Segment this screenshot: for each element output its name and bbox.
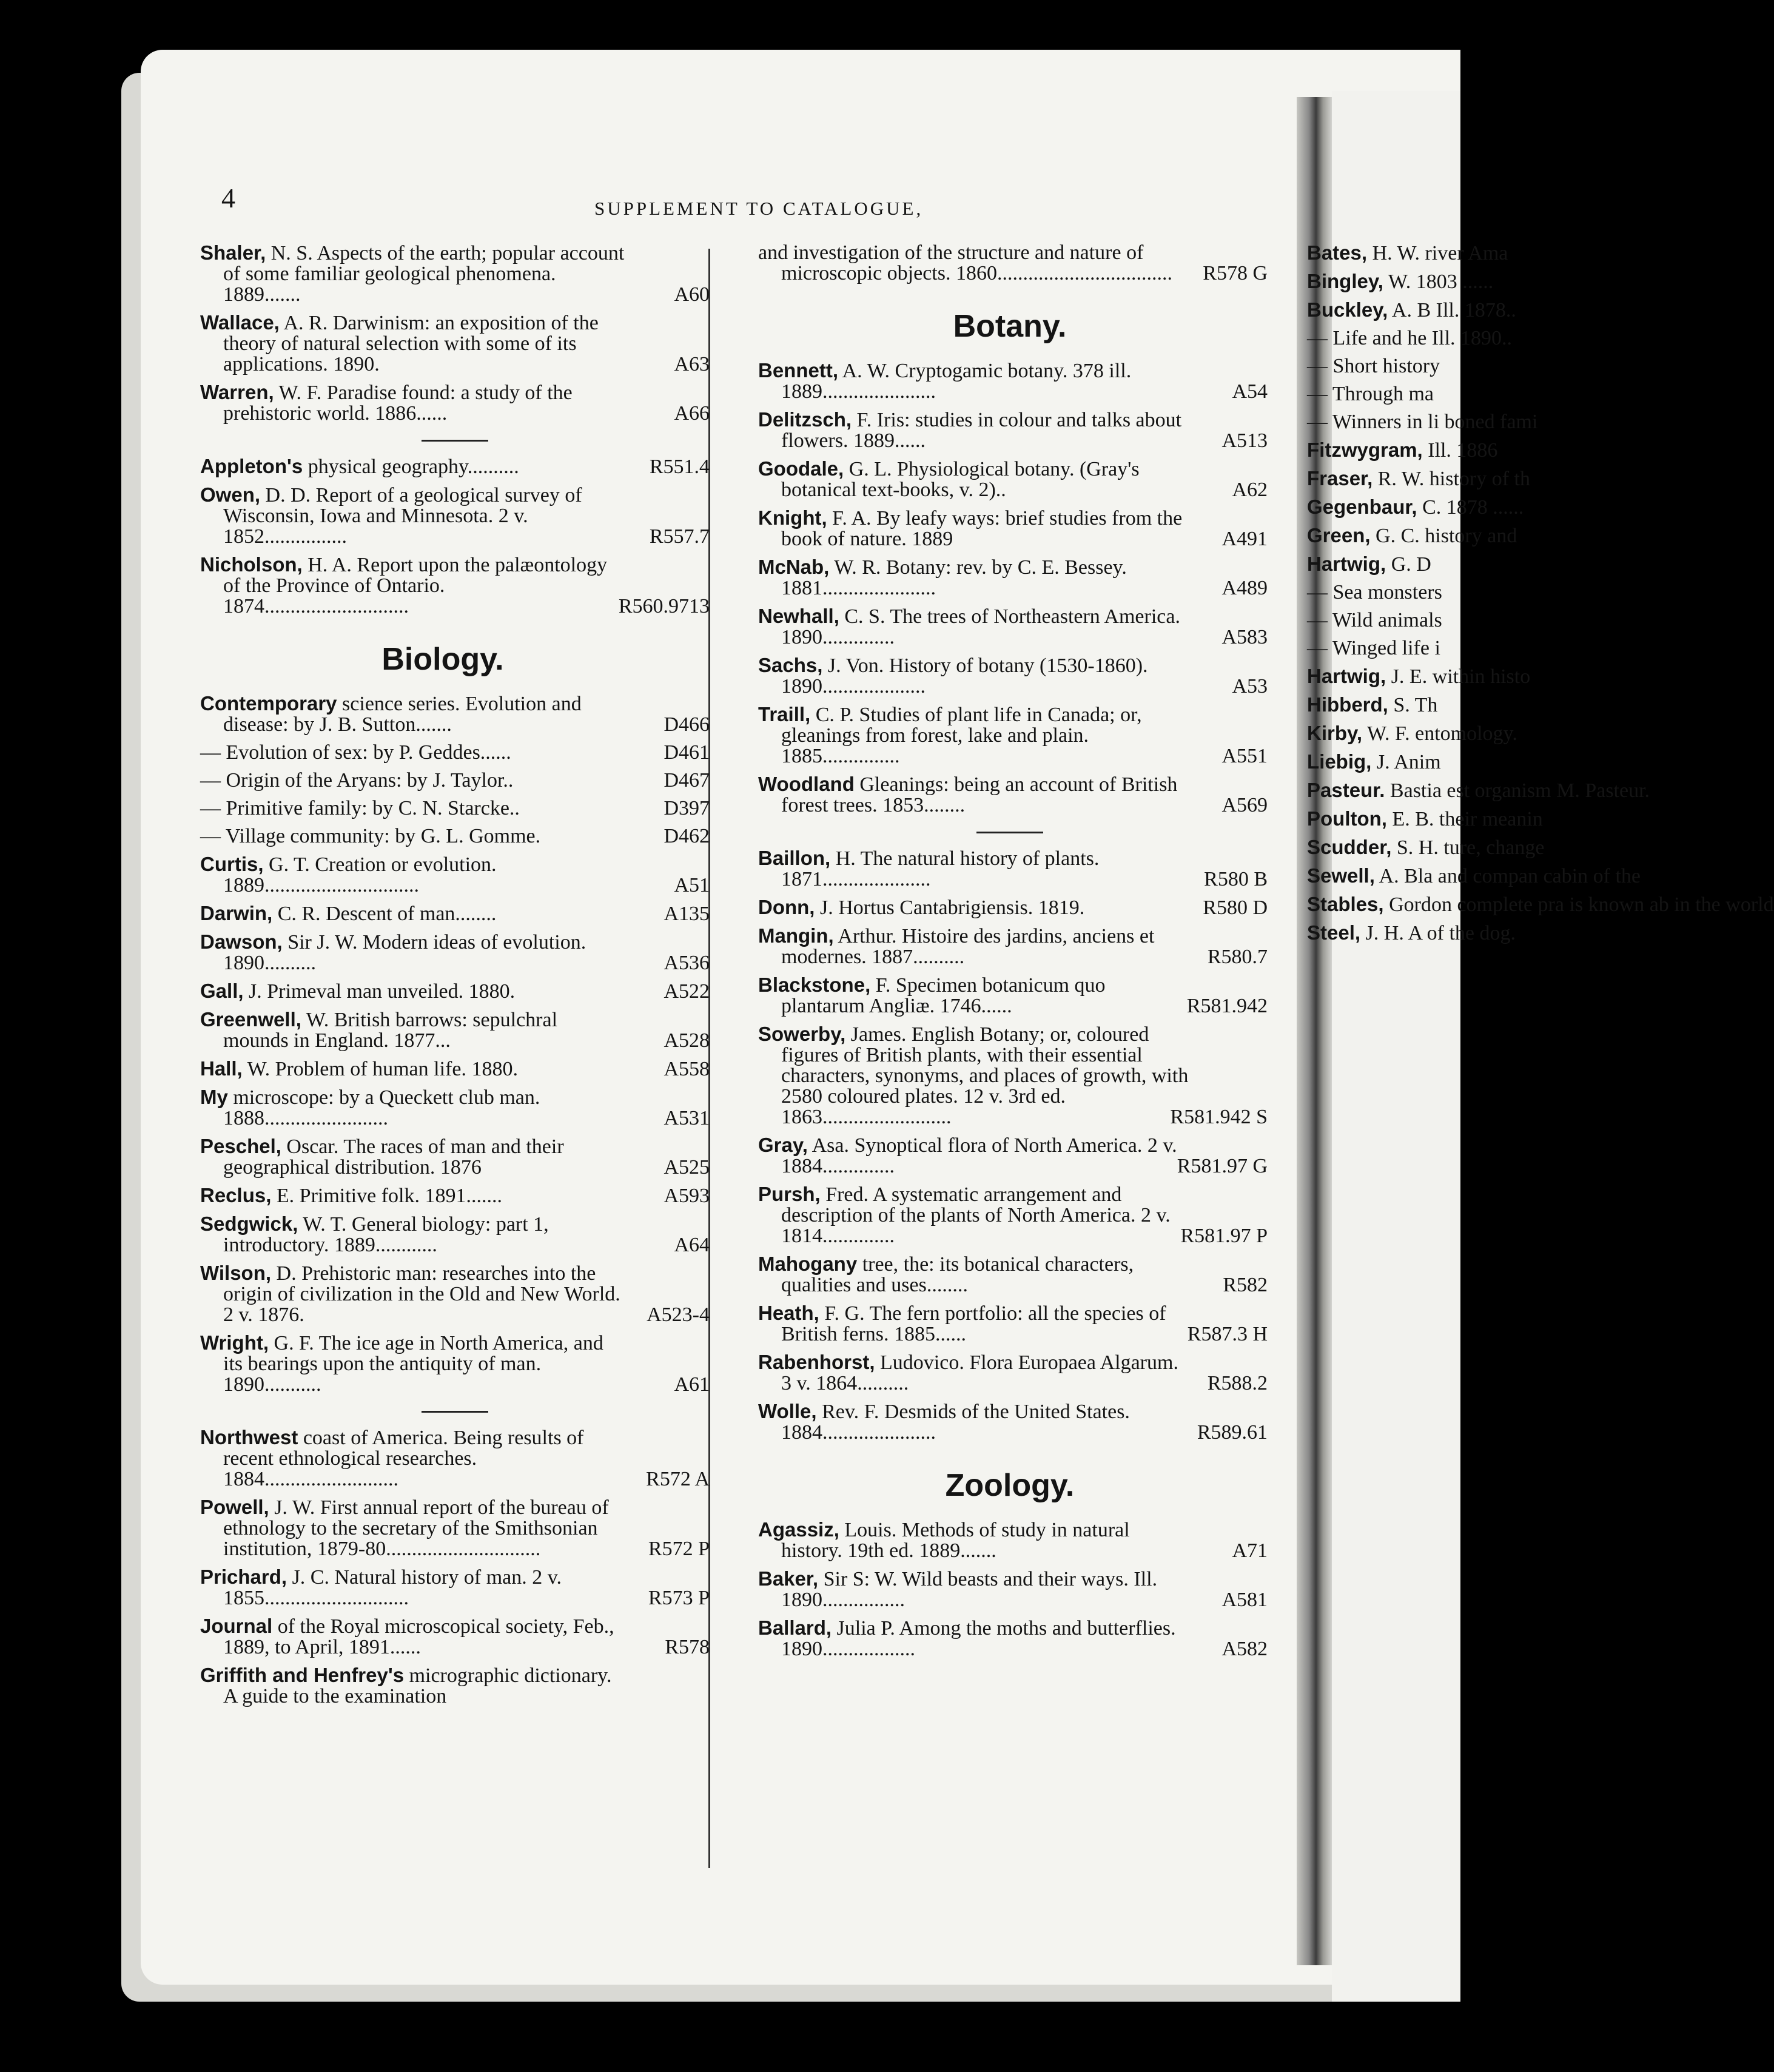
entry-author: Sedgwick,: [200, 1213, 298, 1235]
catalogue-entry: [1307, 665, 1531, 688]
entry-text: of the Royal microscopical society, Feb., 1889, to April, 1891......: [223, 1615, 614, 1658]
catalogue-entry: [1307, 638, 1465, 659]
entry-author: Wilson,: [200, 1262, 272, 1284]
call-number: A54: [1232, 380, 1268, 403]
catalogue-entry: [758, 1518, 1268, 1562]
entry-author: Fitzwygram,: [1307, 439, 1423, 461]
entry-text: W. F. Paradise found: a study of the prehistoric world. 1886......: [223, 382, 573, 425]
entry-author: Delitzsch,: [758, 408, 852, 431]
entry-author: Nicholson,: [200, 553, 303, 576]
catalogue-entry: [758, 974, 1268, 1017]
entry-author: Mangin,: [758, 924, 834, 947]
entry-text: W. Problem of human life. 1880.: [247, 1058, 518, 1080]
entry-text: — Life and he Ill. 1890..: [1307, 327, 1513, 349]
entry-author: Sachs,: [758, 654, 823, 676]
catalogue-entry: [200, 826, 710, 847]
call-number: R572 A: [646, 1468, 710, 1490]
call-number: R578: [665, 1636, 710, 1658]
catalogue-entry: [758, 773, 1268, 816]
entry-text: J. Hortus Cantabrigiensis. 1819.: [819, 896, 1085, 919]
section-separator: [976, 832, 1043, 833]
entry-author: Buckley,: [1307, 298, 1388, 321]
call-number: D466: [664, 713, 710, 736]
entry-text: J. W. First annual report of the bureau of ethnology to the secretary of the Smithsonian institution, 1879-80..............................: [223, 1496, 609, 1560]
entry-author: Darwin,: [200, 902, 273, 924]
catalogue-entry: [1307, 836, 1545, 859]
catalogue-entry: [1307, 695, 1465, 716]
zoology-heading: Zoology.: [945, 1468, 1075, 1503]
catalogue-entry: [758, 1400, 1268, 1444]
call-number: A523-4: [647, 1303, 710, 1326]
catalogue-entry: [1307, 384, 1465, 405]
catalogue-entry: [1307, 241, 1508, 264]
catalogue-entry: [1307, 722, 1517, 745]
catalogue-entry: [758, 241, 1268, 284]
catalogue-entry: [200, 1616, 710, 1658]
entry-text: F. G. The fern portfolio: all the species of British ferns. 1885......: [781, 1302, 1166, 1345]
catalogue-entry: [1307, 270, 1494, 293]
zoology-continued-entries: [1307, 241, 1774, 944]
entry-text: F. Specimen botanicum quo plantarum Angliæ. 1746......: [781, 974, 1106, 1017]
catalogue-entry: [200, 1009, 710, 1051]
entry-author: Green,: [1307, 524, 1371, 547]
call-number: A62: [1232, 479, 1268, 501]
catalogue-entry: [1307, 752, 1465, 773]
entry-author: Ballard,: [758, 1616, 832, 1639]
entry-text: A. B Ill. 1878..: [1391, 299, 1516, 321]
entry-author: Pursh,: [758, 1183, 821, 1205]
entry-author: Goodale,: [758, 457, 844, 480]
catalogue-entry: [200, 1497, 710, 1559]
entry-author: Traill,: [758, 703, 811, 725]
entry-author: Peschel,: [200, 1135, 281, 1157]
catalogue-entry: [200, 1427, 710, 1490]
entry-author: Kirby,: [1307, 722, 1363, 744]
entry-author: Woodland: [758, 773, 855, 795]
entry-author: Prichard,: [200, 1566, 287, 1588]
catalogue-entry: [200, 1665, 710, 1707]
entry-author: Gall,: [200, 980, 244, 1002]
call-number: R589.61: [1197, 1421, 1268, 1444]
entry-text: W. F. entomology.: [1366, 722, 1517, 745]
entry-author: Agassiz,: [758, 1518, 839, 1541]
catalogue-entry: [200, 1263, 710, 1325]
entry-author: Baker,: [758, 1567, 819, 1590]
catalogue-entry: [200, 1058, 710, 1080]
catalogue-entry: [200, 854, 710, 896]
call-number: D467: [664, 769, 710, 792]
entry-text: coast of America. Being results of recent ethnological researches. 1884..........................: [223, 1427, 584, 1490]
entry-text: J. H. A of the dog.: [1365, 922, 1516, 944]
call-number: A491: [1221, 528, 1268, 550]
entry-author: Bingley,: [1307, 270, 1383, 292]
geology-entries: [200, 243, 710, 424]
catalogue-entry: [1307, 921, 1516, 944]
call-number: A66: [674, 402, 710, 425]
entry-author: Mahogany: [758, 1253, 858, 1275]
catalogue-entry: [1307, 864, 1641, 887]
call-number: D397: [664, 797, 710, 819]
catalogue-entry: [200, 932, 710, 974]
call-number: A569: [1221, 794, 1268, 816]
call-number: R572 P: [648, 1538, 710, 1560]
entry-text: microscope: by a Queckett club man. 1888........................: [223, 1086, 540, 1129]
entry-text: science series. Evolution and disease: by J. B. Sutton.......: [223, 693, 582, 736]
call-number: R581.942: [1186, 995, 1268, 1017]
entry-author: Hall,: [200, 1057, 243, 1080]
catalogue-entry: [1307, 439, 1498, 462]
catalogue-entry: [758, 556, 1268, 599]
catalogue-entry: [200, 1333, 710, 1395]
entry-text: Fred. A systematic arrangement and description of the plants of North America. 2 v. 1814..............: [781, 1183, 1171, 1247]
call-number: R588.2: [1207, 1372, 1268, 1394]
catalogue-entry: [200, 554, 710, 617]
entry-text: W. T. General biology: part 1, introductory. 1889............: [223, 1213, 549, 1256]
entry-author: Griffith and Henfrey's: [200, 1664, 405, 1686]
page-number: 4: [221, 183, 235, 214]
entry-text: — Through ma: [1307, 383, 1434, 405]
entry-text: Ludovico. Flora Europaea Algarum. 3 v. 1864..........: [781, 1351, 1178, 1394]
catalogue-entry: [758, 457, 1268, 501]
entry-text: G. F. The ice age in North America, and its bearings upon the antiquity of man. 1890...........: [223, 1332, 603, 1396]
entry-text: F. Iris: studies in colour and talks about flowers. 1889......: [781, 409, 1182, 452]
call-number: R578 G: [1203, 262, 1268, 284]
entry-text: — Primitive family: by C. N. Starcke..: [200, 797, 520, 819]
catalogue-entry: [758, 1567, 1268, 1611]
entry-author: Pasteur.: [1307, 779, 1385, 801]
call-number: A63: [674, 353, 710, 375]
biology-heading: Biology.: [381, 642, 504, 677]
entry-author: Powell,: [200, 1496, 269, 1518]
entry-text: — Short history: [1307, 355, 1440, 377]
entry-text: Sir J. W. Modern ideas of evolution. 1890..........: [223, 931, 586, 974]
entry-text: micrographic dictionary. A guide to the examination: [223, 1664, 612, 1707]
entry-author: Gegenbaur,: [1307, 496, 1417, 518]
entry-text: physical geography..........: [307, 456, 519, 478]
column-1: [200, 243, 710, 1714]
entry-author: Greenwell,: [200, 1008, 301, 1031]
entry-text: W. R. Botany: rev. by C. E. Bessey. 1881......................: [781, 556, 1127, 599]
call-number: A531: [664, 1107, 710, 1129]
catalogue-entry: [758, 924, 1268, 968]
entry-text: Gordon complete pra is known ab in the world: [1389, 893, 1774, 916]
entry-text: A. Bla and compan cabin of the: [1379, 865, 1641, 887]
entry-author: Hibberd,: [1307, 693, 1388, 716]
entry-text: W. British barrows: sepulchral mounds in England. 1877...: [223, 1009, 558, 1052]
entry-author: Heath,: [758, 1302, 819, 1324]
entry-author: Fraser,: [1307, 467, 1373, 489]
catalogue-entry: [200, 456, 710, 477]
catalogue-entry: [200, 1567, 710, 1609]
catalogue-entry: [200, 312, 710, 375]
call-number: R581.942 S: [1170, 1106, 1268, 1128]
catalogue-entry: [200, 1087, 710, 1129]
catalogue-entry: [758, 1023, 1268, 1128]
entry-text: F. A. By leafy ways: brief studies from the book of nature. 1889: [781, 507, 1183, 550]
entry-text: Arthur. Histoire des jardins, anciens et modernes. 1887..........: [781, 925, 1155, 968]
entry-author: Wright,: [200, 1331, 269, 1354]
entry-text: G. C. history and: [1376, 525, 1517, 547]
catalogue-entry: [200, 693, 710, 735]
catalogue-entry: [200, 742, 710, 763]
catalogue-entry: [1307, 807, 1543, 830]
catalogue-entry: [200, 903, 710, 924]
entry-text: D. D. Report of a geological survey of Wisconsin, Iowa and Minnesota. 2 v. 1852................: [223, 484, 582, 548]
catalogue-entry: [758, 847, 1268, 890]
entry-text: Louis. Methods of study in natural history. 19th ed. 1889.......: [781, 1519, 1130, 1562]
catalogue-entry: [758, 408, 1268, 452]
entry-author: Bates,: [1307, 241, 1368, 264]
entry-text: A. W. Cryptogamic botany. 378 ill. 1889......................: [781, 360, 1132, 403]
entry-text: — Winners in li boned fami: [1307, 411, 1538, 433]
entry-text: S. H. ture, change: [1396, 836, 1545, 859]
catalogue-entry: [758, 703, 1268, 767]
call-number: A51: [674, 874, 710, 896]
entry-text: J. Primeval man unveiled. 1880.: [249, 980, 516, 1003]
call-number: R580 B: [1204, 868, 1268, 890]
running-head: SUPPLEMENT TO CATALOGUE,: [594, 198, 924, 219]
catalogue-entry: [758, 1183, 1268, 1247]
entry-author: Baillon,: [758, 847, 831, 869]
entry-text: J. Von. History of botany (1530-1860). 1890....................: [781, 654, 1148, 698]
catalogue-entry: [1307, 411, 1538, 433]
catalogue-entry: [758, 896, 1268, 919]
entry-text: Julia P. Among the moths and butterflies. 1890..................: [781, 1617, 1176, 1660]
entry-author: Sowerby,: [758, 1023, 846, 1045]
section-separator: [422, 1411, 488, 1413]
entry-author: Sewell,: [1307, 864, 1375, 887]
call-number: R557.7: [649, 525, 710, 548]
call-number: R580 D: [1203, 896, 1268, 919]
call-number: A583: [1221, 626, 1268, 648]
call-number: R551.4: [649, 456, 710, 478]
entry-text: S. Th: [1393, 694, 1438, 716]
call-number: A60: [674, 283, 710, 306]
entry-author: Steel,: [1307, 921, 1361, 944]
call-number: R581.97 G: [1177, 1155, 1268, 1177]
entry-text: R. W. history of th: [1377, 468, 1530, 490]
call-number: A53: [1232, 675, 1268, 698]
entry-author: Wolle,: [758, 1400, 817, 1422]
entry-text: J. E. within histo: [1391, 665, 1531, 688]
entry-author: McNab,: [758, 556, 830, 578]
entry-text: — Sea monsters: [1307, 581, 1442, 604]
entry-text: — Origin of the Aryans: by J. Taylor..: [200, 769, 514, 792]
column-3-partial: [1307, 241, 1774, 951]
entry-author: Poulton,: [1307, 807, 1387, 830]
call-number: A551: [1221, 745, 1268, 767]
entry-author: My: [200, 1086, 228, 1108]
botany-heading: Botany.: [953, 309, 1067, 344]
entry-text: — Wild animals: [1307, 609, 1442, 631]
catalogue-entry: [200, 243, 710, 305]
biology-entries: [200, 693, 710, 1395]
catalogue-entry: [200, 770, 710, 791]
section-separator: [422, 440, 488, 442]
catalogue-entry: [1307, 298, 1516, 321]
catalogue-entry: [758, 1616, 1268, 1660]
catalogue-entry: [1307, 893, 1774, 916]
call-number: D462: [664, 825, 710, 847]
call-number: D461: [664, 741, 710, 764]
entry-author: Stables,: [1307, 893, 1384, 915]
catalogue-entry: [200, 485, 710, 547]
column-2: [758, 241, 1268, 1667]
entry-author: Bennett,: [758, 359, 838, 382]
entry-author: Blackstone,: [758, 974, 871, 996]
entry-author: Liebig,: [1307, 750, 1372, 773]
entry-author: Wallace,: [200, 311, 280, 334]
entry-text: J. Anim: [1376, 751, 1441, 773]
call-number: A582: [1221, 1638, 1268, 1660]
call-number: A135: [664, 903, 710, 925]
entry-author: Curtis,: [200, 853, 264, 875]
call-number: A525: [664, 1156, 710, 1179]
call-number: A489: [1221, 577, 1268, 599]
zoology-entries: [758, 1518, 1268, 1660]
entry-author: Newhall,: [758, 605, 839, 627]
call-number: A513: [1221, 429, 1268, 452]
entry-text: N. S. Aspects of the earth; popular account of some familiar geological phenomena. 1889.......: [223, 242, 625, 306]
botany-reference-entries: [758, 847, 1268, 1444]
catalogue-entry: [758, 1351, 1268, 1394]
entry-text: — Evolution of sex: by P. Geddes......: [200, 741, 511, 764]
entry-author: Shaler,: [200, 241, 266, 264]
entry-author: Gray,: [758, 1134, 808, 1156]
catalogue-entry: [200, 1185, 710, 1206]
entry-text: Asa. Synoptical flora of North America. 2 v. 1884..............: [781, 1134, 1177, 1177]
catalogue-entry: [1307, 582, 1465, 603]
call-number: A522: [664, 980, 710, 1003]
entry-text: Sir S: W. Wild beasts and their ways. Ill. 1890................: [781, 1568, 1158, 1611]
catalogue-entry: [1307, 327, 1513, 349]
entry-text: C. P. Studies of plant life in Canada; or, gleanings from forest, lake and plain. 1885...............: [781, 704, 1142, 767]
catalogue-entry: [758, 1134, 1268, 1177]
call-number: A581: [1221, 1589, 1268, 1611]
call-number: R580.7: [1207, 946, 1268, 968]
catalogue-entry: [200, 382, 710, 424]
entry-author: Scudder,: [1307, 836, 1392, 858]
call-number: R573 P: [648, 1587, 710, 1609]
entry-author: Owen,: [200, 483, 261, 506]
catalogue-entry: [200, 1214, 710, 1256]
entry-text: E. Primitive folk. 1891.......: [276, 1185, 502, 1207]
catalogue-entry: [1307, 356, 1465, 377]
entry-author: Knight,: [758, 506, 827, 529]
entry-text: Oscar. The races of man and their geographical distribution. 1876: [223, 1135, 564, 1179]
geology-reference-entries: [200, 456, 710, 617]
entry-text: H. A. Report upon the palæontology of the Province of Ontario. 1874............................: [223, 554, 608, 617]
catalogue-entry: [1307, 610, 1465, 631]
entry-text: C. R. Descent of man........: [277, 903, 497, 925]
entry-text: James. English Botany; or, coloured figures of British plants, with their essential characters, synonyms, and places of growth, with 2580 coloured plates. 12 v. 3rd ed. 1863.........................: [781, 1023, 1189, 1128]
entry-text: Rev. F. Desmids of the United States. 1884......................: [781, 1401, 1130, 1444]
entry-author: Hartwig,: [1307, 665, 1386, 687]
entry-author: Dawson,: [200, 930, 283, 953]
call-number: R582: [1223, 1274, 1268, 1296]
entry-author: Journal: [200, 1615, 273, 1637]
entry-author: Reclus,: [200, 1184, 272, 1206]
catalogue-entry: [1307, 779, 1650, 802]
call-number: A593: [664, 1185, 710, 1207]
entry-text: — Winged life i: [1307, 637, 1440, 659]
catalogue-entry: [1307, 467, 1530, 490]
call-number: A558: [664, 1058, 710, 1080]
entry-author: Warren,: [200, 381, 274, 403]
entry-text: A. R. Darwinism: an exposition of the theory of natural selection with some of its applications. 1890.: [223, 312, 599, 375]
call-number: A536: [664, 952, 710, 974]
biology-reference-entries: [200, 1427, 710, 1707]
entry-text: Bastia est organism M. Pasteur.: [1389, 779, 1650, 802]
entry-author: Northwest: [200, 1426, 298, 1448]
catalogue-entry: [200, 981, 710, 1002]
entry-text: Gleanings: being an account of British forest trees. 1853........: [781, 773, 1178, 816]
call-number: R581.97 P: [1180, 1225, 1268, 1247]
call-number: A528: [664, 1029, 710, 1052]
entry-text: Ill. 1886: [1428, 439, 1498, 462]
entry-author: Donn,: [758, 896, 815, 918]
entry-author: Appleton's: [200, 455, 303, 477]
entry-text: H. W. river Ama: [1372, 242, 1508, 264]
call-number: R560.9713: [618, 595, 710, 617]
catalogue-entry: [1307, 524, 1517, 547]
catalogue-entry: [758, 506, 1268, 550]
call-number: A61: [674, 1373, 710, 1396]
entry-author: Contemporary: [200, 692, 337, 715]
entry-author: Rabenhorst,: [758, 1351, 875, 1373]
catalogue-entry: [200, 1136, 710, 1178]
entry-author: Hartwig,: [1307, 553, 1386, 575]
entry-text: G. D: [1391, 553, 1431, 576]
catalogue-entry: [758, 1302, 1268, 1345]
entry-text: G. T. Creation or evolution. 1889..............................: [223, 853, 497, 896]
entry-text: G. L. Physiological botany. (Gray's botanical text-books, v. 2)..: [781, 458, 1140, 501]
entry-text: C. S. The trees of Northeastern America. 1890..............: [781, 605, 1180, 648]
entry-text: C. 1878 ......: [1422, 496, 1524, 519]
entry-text: D. Prehistoric man: researches into the origin of civilization in the Old and New World. 2 v. 1876.: [223, 1262, 620, 1326]
catalogue-entry: [758, 359, 1268, 403]
catalogue-entry: [200, 798, 710, 819]
entry-text: tree, the: its botanical characters, qualities and uses........: [781, 1253, 1134, 1296]
botany-entries: [758, 359, 1268, 816]
catalogue-entry: [1307, 554, 1465, 575]
catalogue-entry: [758, 605, 1268, 648]
catalogue-entry: [758, 654, 1268, 698]
entry-text: W. 1803 ......: [1388, 271, 1494, 293]
entry-text: and investigation of the structure and nature of microscopic objects. 1860..................................: [758, 241, 1172, 284]
catalogue-entry: [1307, 496, 1524, 519]
entry-text: H. The natural history of plants. 1871.....................: [781, 847, 1100, 890]
entry-text: J. C. Natural history of man. 2 v. 1855............................: [223, 1566, 562, 1609]
entry-text: E. B. their meanin: [1392, 808, 1543, 830]
catalogue-entry: [758, 1253, 1268, 1296]
call-number: A71: [1232, 1539, 1268, 1562]
call-number: A64: [674, 1234, 710, 1256]
entry-text: — Village community: by G. L. Gomme.: [200, 825, 541, 847]
call-number: R587.3 H: [1187, 1323, 1268, 1345]
